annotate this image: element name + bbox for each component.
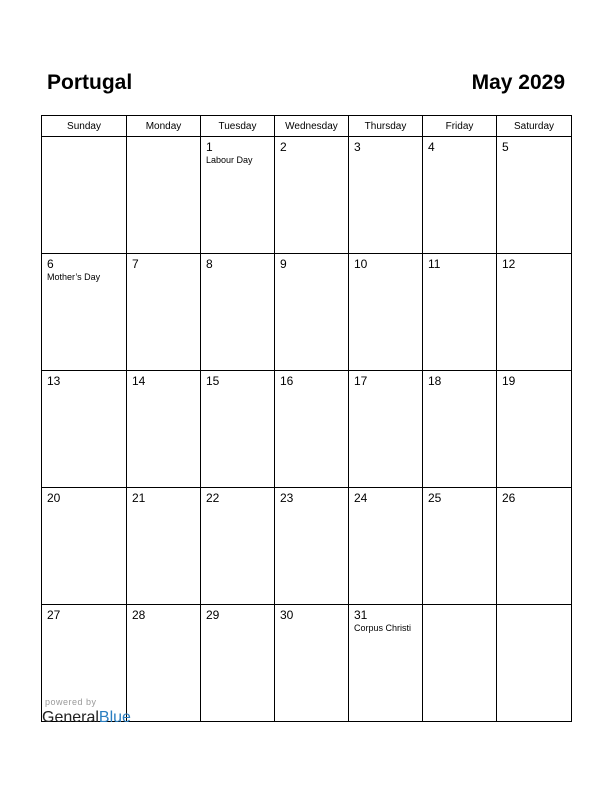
day-number: 17 xyxy=(354,374,368,388)
weekday-header: Monday xyxy=(127,116,201,137)
day-number: 14 xyxy=(132,374,146,388)
day-cell xyxy=(275,488,349,605)
day-cell xyxy=(275,371,349,488)
day-cell xyxy=(497,137,572,254)
day-cell xyxy=(127,488,201,605)
day-number: 31 xyxy=(354,608,368,622)
country-title: Portugal xyxy=(47,71,133,94)
day-number: 16 xyxy=(280,374,294,388)
holiday-label: Mother’s Day xyxy=(47,272,101,282)
holiday-label: Corpus Christi xyxy=(354,623,412,633)
day-cell xyxy=(201,605,275,722)
month-year-title: May 2029 xyxy=(471,71,565,94)
day-number: 19 xyxy=(502,374,516,388)
day-number: 23 xyxy=(280,491,294,505)
generalblue-logo[interactable] xyxy=(42,708,131,728)
day-cell xyxy=(497,605,572,722)
day-number: 30 xyxy=(280,608,294,622)
day-cell xyxy=(42,137,127,254)
calendar-grid xyxy=(41,115,572,722)
footer-branding xyxy=(42,697,131,728)
day-number: 22 xyxy=(206,491,220,505)
day-number: 11 xyxy=(428,257,441,271)
day-cell xyxy=(127,137,201,254)
week-row xyxy=(42,137,572,254)
day-cell xyxy=(497,488,572,605)
day-cell xyxy=(127,254,201,371)
day-number: 20 xyxy=(47,491,61,505)
weekday-header-row xyxy=(42,116,572,137)
day-number: 24 xyxy=(354,491,368,505)
brand-general-text: General xyxy=(42,709,99,726)
day-cell xyxy=(42,371,127,488)
day-number: 5 xyxy=(502,140,509,154)
day-number: 6 xyxy=(47,257,54,271)
day-cell xyxy=(497,254,572,371)
day-cell xyxy=(423,605,497,722)
day-cell xyxy=(349,488,423,605)
day-cell xyxy=(423,254,497,371)
day-cell xyxy=(275,137,349,254)
week-row xyxy=(42,488,572,605)
day-cell xyxy=(42,488,127,605)
day-number: 12 xyxy=(502,257,516,271)
day-number: 13 xyxy=(47,374,61,388)
weekday-header: Saturday xyxy=(497,116,572,137)
day-number: 21 xyxy=(132,491,146,505)
day-cell xyxy=(42,254,127,371)
day-number: 28 xyxy=(132,608,146,622)
brand-blue-text: Blue xyxy=(98,709,131,726)
day-number: 7 xyxy=(132,257,139,271)
day-number: 26 xyxy=(502,491,516,505)
day-cell xyxy=(275,254,349,371)
day-cell xyxy=(127,605,201,722)
day-cell xyxy=(201,254,275,371)
day-number: 4 xyxy=(428,140,435,154)
week-row xyxy=(42,254,572,371)
holiday-label: Labour Day xyxy=(206,155,253,165)
weekday-header: Thursday xyxy=(349,116,423,137)
week-row xyxy=(42,371,572,488)
day-number: 10 xyxy=(354,257,368,271)
weekday-header: Wednesday xyxy=(275,116,349,137)
day-number: 3 xyxy=(354,140,361,154)
day-number: 9 xyxy=(280,257,287,271)
powered-by-label: powered by xyxy=(45,697,97,707)
weekday-header: Tuesday xyxy=(201,116,275,137)
day-cell xyxy=(423,488,497,605)
day-cell xyxy=(349,137,423,254)
day-cell xyxy=(201,371,275,488)
day-number: 18 xyxy=(428,374,442,388)
day-cell xyxy=(423,371,497,488)
day-cell xyxy=(201,488,275,605)
weekday-header: Sunday xyxy=(42,116,127,137)
day-cell xyxy=(423,137,497,254)
day-cell xyxy=(349,371,423,488)
day-number: 29 xyxy=(206,608,220,622)
day-number: 1 xyxy=(206,140,213,154)
day-cell xyxy=(497,371,572,488)
day-number: 15 xyxy=(206,374,220,388)
day-cell xyxy=(275,605,349,722)
day-cell xyxy=(349,605,423,722)
day-number: 25 xyxy=(428,491,442,505)
day-cell xyxy=(127,371,201,488)
day-cell xyxy=(349,254,423,371)
weekday-header: Friday xyxy=(423,116,497,137)
day-number: 2 xyxy=(280,140,287,154)
day-cell xyxy=(201,137,275,254)
day-number: 27 xyxy=(47,608,61,622)
day-number: 8 xyxy=(206,257,213,271)
